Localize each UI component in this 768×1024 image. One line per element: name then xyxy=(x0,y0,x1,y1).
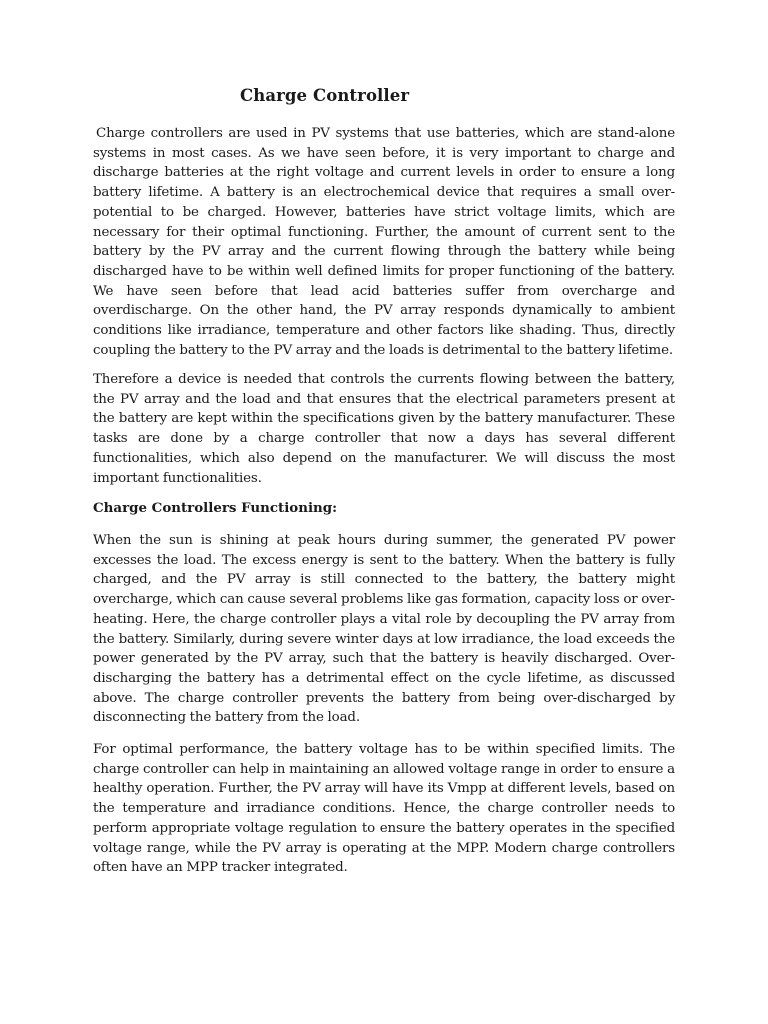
performance-paragraph: For optimal performance, the battery voltage has to be within specified limits. The charge controller can help in maintaining an allowed voltage range in order to ensure a healthy operation. Further, the PV array will have its Vmpp at different levels, based on the temperature and irradiance conditions. Hence, the charge controller needs to perform appropriate voltage regulation to ensure the battery operates in the specified voltage range, while the PV array is operating at the MPP. Modern charge controllers often have an MPP tracker integrated. xyxy=(93,742,675,876)
section-heading: Charge Controllers Functioning: xyxy=(93,500,338,516)
intro-paragraph: Charge controllers are used in PV systems that use batteries, which are stand-alone systems in most cases. As we have seen before, it is very important to charge and discharge batteries at the right voltage and current levels in order to ensure a long battery lifetime. A battery is an electrochemical device that requires a small over-potential to be charged. However, batteries have strict voltage limits, which are necessary for their optimal functioning. Further, the amount of current sent to the battery by the PV array and the current flowing through the battery while being discharged have to be within well defined limits for proper functioning of the battery. We have seen before that lead acid batteries suffer from overcharge and overdischarge. On the other hand, the PV array responds dynamically to ambient conditions like irradiance, temperature and other factors like shading. Thus, directly coupling the battery to the PV array and the loads is detrimental to the battery lifetime. xyxy=(93,126,675,358)
document-title: Charge Controller xyxy=(240,86,410,105)
functioning-paragraph: When the sun is shining at peak hours during summer, the generated PV power excesses the load. The excess energy is sent to the battery. When the battery is fully charged, and the PV array is still connected to the battery, the battery might overcharge, which can cause several problems like gas formation, capacity loss or over- heating. Here, the charge controller plays a vital role by decoupling the PV array from the battery. Similarly, during severe winter days at low irradiance, the load exceeds the power generated by the PV array, such that the battery is heavily discharged. Over-discharging the battery has a detrimental effect on the cycle lifetime, as discussed above. The charge controller prevents the battery from being over-discharged by disconnecting the battery from the load. xyxy=(93,533,676,726)
device-paragraph: Therefore a device is needed that controls the currents flowing between the battery, the PV array and the load and that ensures that the electrical parameters present at the battery are kept within the specifications given by the battery manufacturer. These tasks are done by a charge controller that now a days has several different functionalities, which also depend on the manufacturer. We will discuss the most important functionalities. xyxy=(93,372,675,486)
